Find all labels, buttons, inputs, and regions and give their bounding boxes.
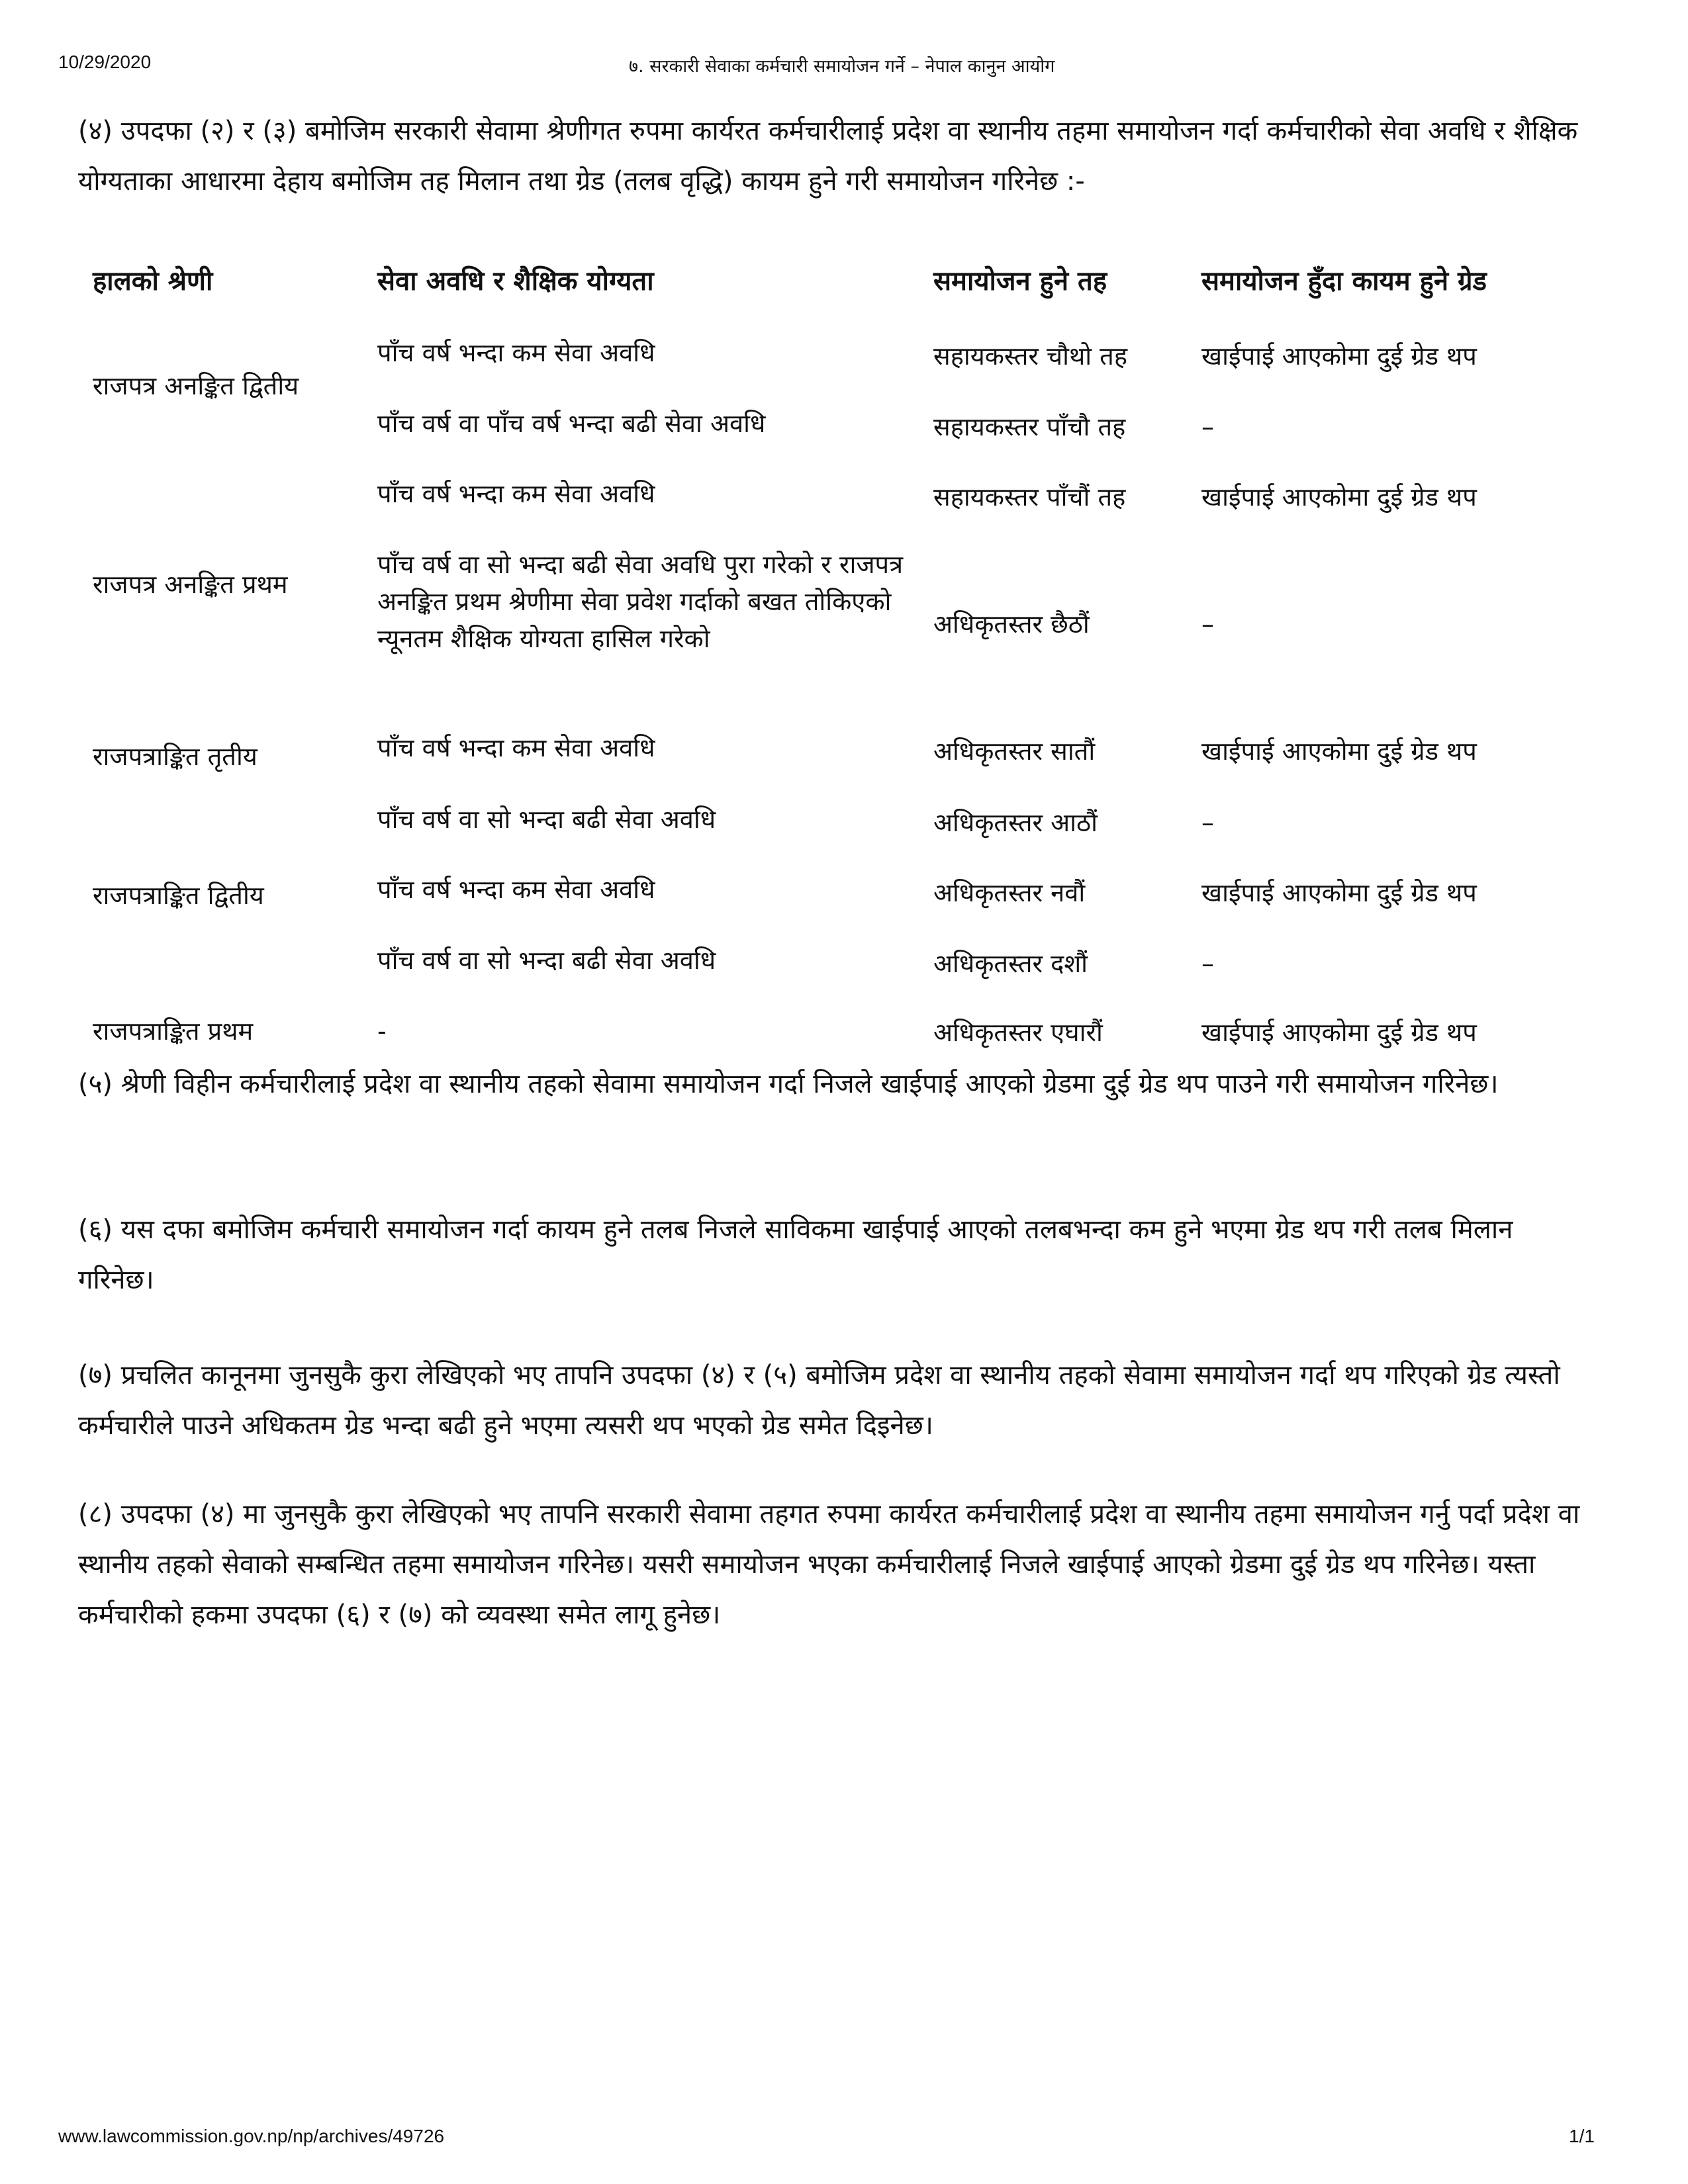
level-cell: अधिकृतस्तर दशौं — [933, 949, 1088, 978]
grade-cell: – — [1201, 808, 1214, 837]
category-cell: राजपत्राङ्कित तृतीय — [93, 742, 258, 771]
grade-cell: – — [1201, 412, 1214, 441]
service-cell: पाँच वर्ष वा सो भन्दा बढी सेवा अवधि — [377, 946, 716, 975]
level-cell: अधिकृतस्तर सातौं — [933, 737, 1096, 766]
header-grade: समायोजन हुँदा कायम हुने ग्रेड — [1201, 266, 1487, 296]
grade-cell: खाईपाई आएकोमा दुई ग्रेड थप — [1201, 1018, 1477, 1047]
print-date: 10/29/2020 — [58, 52, 152, 72]
service-cell: पाँच वर्ष भन्दा कम सेवा अवधि — [377, 875, 655, 904]
paragraph-6: (६) यस दफा बमोजिम कर्मचारी समायोजन गर्दा कायम हुने तलब निजले साविकमा खाईपाई आएको तलबभन्दा कम हुने भएमा ग्रेड थप गरी तलब मिलान गरिनेछ। — [78, 1214, 1513, 1295]
header-adjusted-level: समायोजन हुने तह — [933, 266, 1107, 296]
page-title: ७. सरकारी सेवाका कर्मचारी समायोजन गर्ने – नेपाल कानुन आयोग — [629, 56, 1055, 77]
service-cell: पाँच वर्ष वा सो भन्दा बढी सेवा अवधि पुरा गरेको र राजपत्र अनङ्कित प्रथम श्रेणीमा सेवा प्रवेश गर्दाको बखत तोकिएको न्यूनतम शैक्षिक योग्यता हासिल गरेको — [377, 550, 904, 653]
category-cell: राजपत्र अनङ्कित द्वितीय — [93, 371, 299, 400]
grade-cell: खाईपाई आएकोमा दुई ग्रेड थप — [1201, 341, 1477, 371]
service-cell: - — [377, 1017, 387, 1046]
header-current-category: हालको श्रेणी — [93, 266, 213, 296]
service-cell: पाँच वर्ष भन्दा कम सेवा अवधि — [377, 733, 655, 762]
category-cell: राजपत्र अनङ्कित प्रथम — [93, 570, 288, 599]
grade-cell: खाईपाई आएकोमा दुई ग्रेड थप — [1201, 878, 1477, 907]
paragraph-4: (४) उपदफा (२) र (३) बमोजिम सरकारी सेवामा श्रेणीगत रुपमा कार्यरत कर्मचारीलाई प्रदेश वा स्थानीय तहमा समायोजन गर्दा कर्मचारीको सेवा अवधि र शैक्षिक योग्यताका आधारमा देहाय बमोजिम तह मिलान तथा ग्रेड (तलब वृद्धि) कायम हुने गरी समायोजन गरिनेछ :- — [78, 116, 1578, 197]
level-cell: अधिकृतस्तर छैठौं — [933, 610, 1090, 639]
level-cell: अधिकृतस्तर आठौं — [933, 808, 1098, 837]
service-cell: पाँच वर्ष वा सो भन्दा बढी सेवा अवधि — [377, 805, 716, 834]
level-cell: सहायकस्तर पाँचौ तह — [933, 412, 1126, 441]
grade-cell: – — [1201, 610, 1214, 639]
category-cell: राजपत्राङ्कित प्रथम — [93, 1017, 254, 1046]
level-cell: सहायकस्तर चौथो तह — [933, 341, 1128, 371]
grade-cell: खाईपाई आएकोमा दुई ग्रेड थप — [1201, 482, 1477, 512]
level-cell: अधिकृतस्तर नवौं — [933, 878, 1086, 907]
service-cell: पाँच वर्ष भन्दा कम सेवा अवधि — [377, 479, 655, 508]
paragraph-5: (५) श्रेणी विहीन कर्मचारीलाई प्रदेश वा स्थानीय तहको सेवामा समायोजन गर्दा निजले खाईपाई आएको ग्रेडमा दुई ग्रेड थप पाउने गरी समायोजन गरिनेछ। — [78, 1069, 1499, 1099]
header-service-qualification: सेवा अवधि र शैक्षिक योग्यता — [377, 266, 654, 296]
paragraph-7: (७) प्रचलित कानूनमा जुनसुकै कुरा लेखिएको भए तापनि उपदफा (४) र (५) बमोजिम प्रदेश वा स्थानीय तहको सेवामा समायोजन गर्दा थप गरिएको ग्रेड त्यस्तो कर्मचारीले पाउने अधिकतम ग्रेड भन्दा बढी हुने भएमा त्यसरी थप भएको ग्रेड समेत दिइनेछ। — [78, 1360, 1560, 1441]
page-number: 1/1 — [1569, 2126, 1595, 2146]
paragraph-8: (८) उपदफा (४) मा जुनसुकै कुरा लेखिएको भए तापनि सरकारी सेवामा तहगत रुपमा कार्यरत कर्मचारीलाई प्रदेश वा स्थानीय तहमा समायोजन गर्नु पर्दा प्रदेश वा स्थानीय तहको सेवाको सम्बन्धित तहमा समायोजन गरिनेछ। यसरी समायोजन भएका कर्मचारीलाई निजले खाईपाई आएको ग्रेडमा दुई ग्रेड थप गरिनेछ। यस्ता कर्मचारीको हकमा उपदफा (६) र (७) को व्यवस्था समेत लागू हुनेछ। — [78, 1499, 1580, 1630]
service-cell: पाँच वर्ष भन्दा कम सेवा अवधि — [377, 338, 655, 367]
category-cell: राजपत्राङ्कित द्वितीय — [93, 881, 264, 910]
source-url[interactable]: www.lawcommission.gov.np/np/archives/49726 — [58, 2126, 445, 2146]
level-cell: अधिकृतस्तर एघारौं — [933, 1018, 1103, 1047]
grade-cell: – — [1201, 949, 1214, 978]
service-cell: पाँच वर्ष वा पाँच वर्ष भन्दा बढी सेवा अवधि — [377, 409, 766, 438]
grade-cell: खाईपाई आएकोमा दुई ग्रेड थप — [1201, 737, 1477, 766]
level-cell: सहायकस्तर पाँचौं तह — [933, 482, 1126, 512]
